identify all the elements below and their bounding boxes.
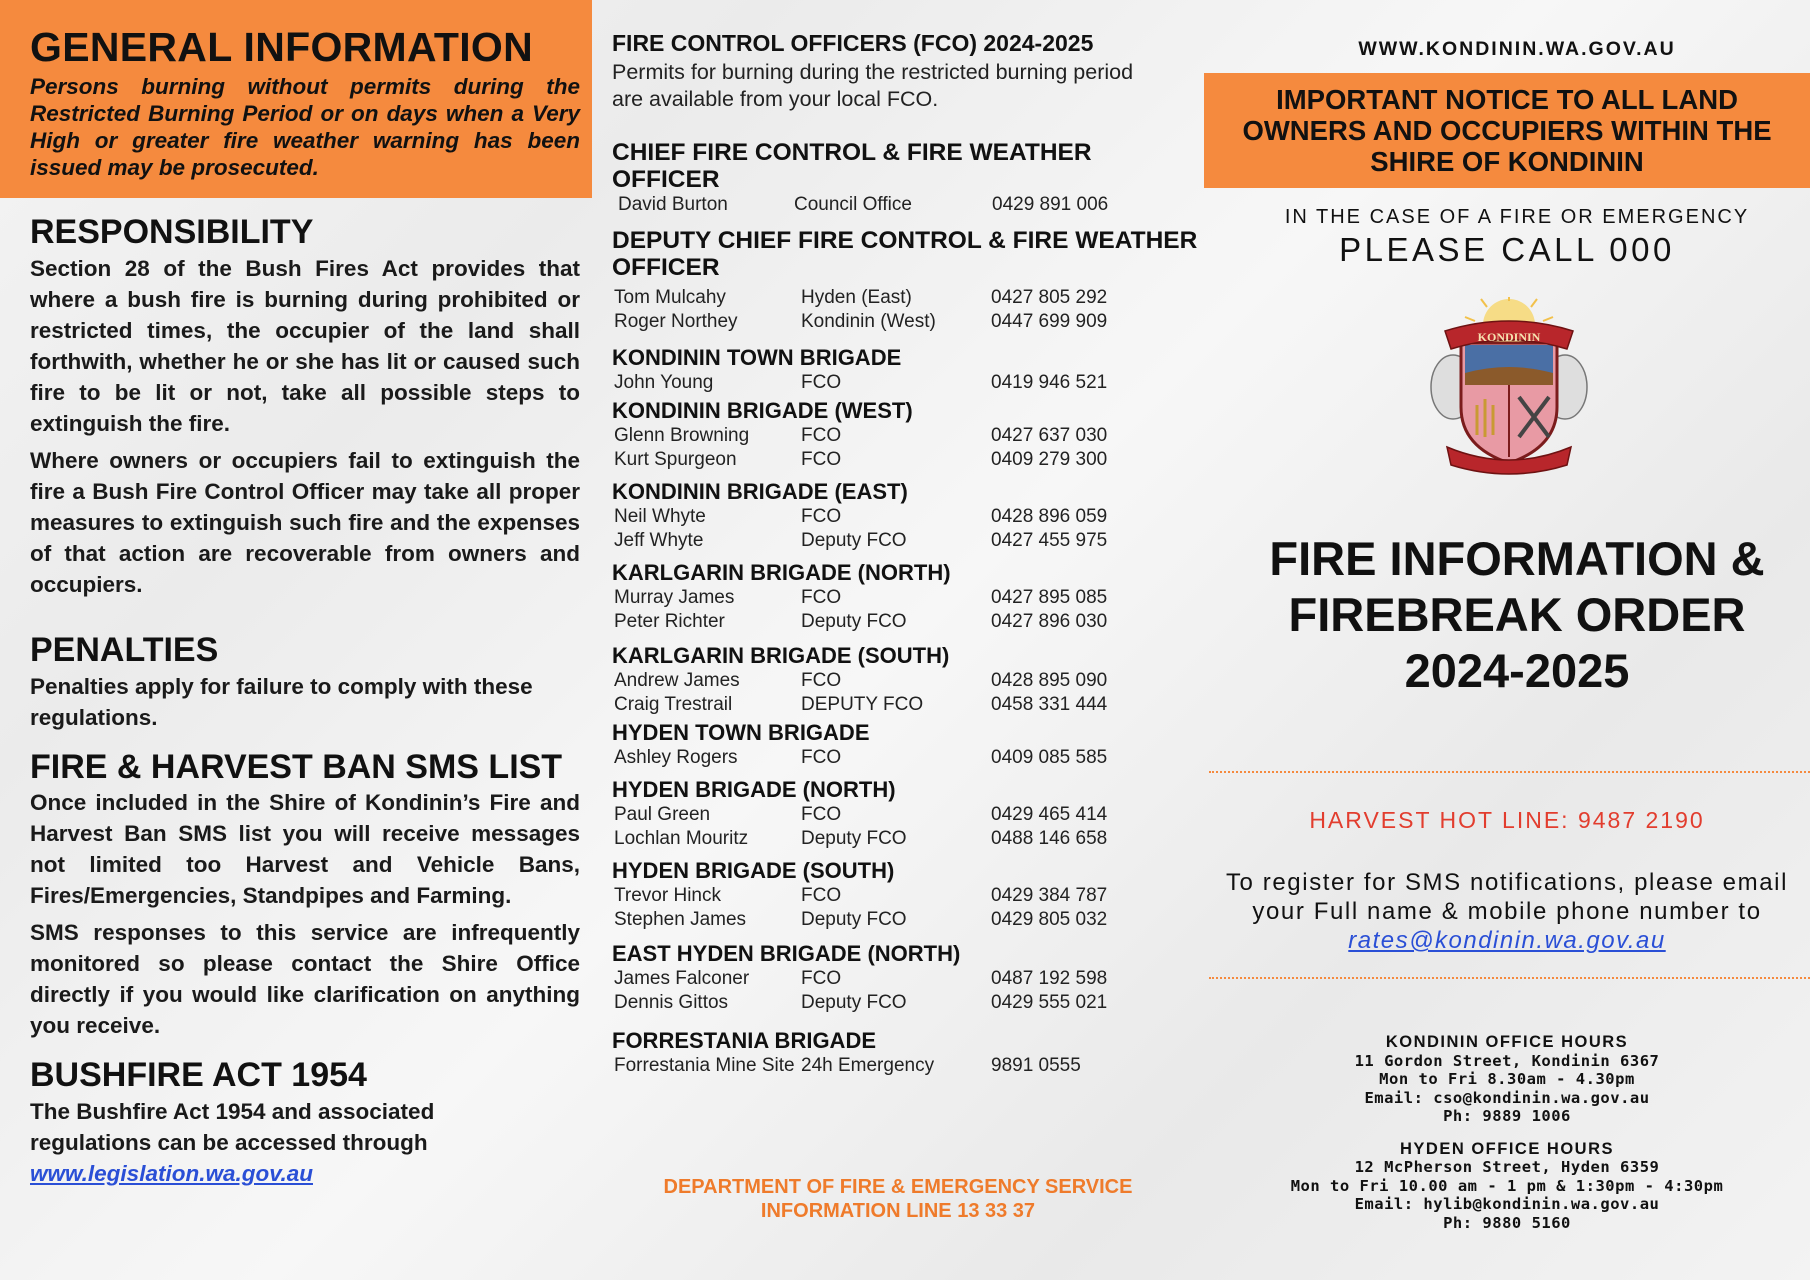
brigade-block bbox=[612, 776, 1204, 851]
brigade-block bbox=[612, 940, 1204, 1015]
contact-row bbox=[612, 803, 1204, 827]
contact-row bbox=[612, 884, 1204, 908]
responsibility-title: RESPONSIBILITY bbox=[30, 213, 314, 251]
contact-name: David Burton bbox=[618, 194, 728, 215]
cover-panel bbox=[1204, 0, 1810, 1280]
hyden-office-phone: Ph: 9880 5160 bbox=[1443, 1213, 1571, 1232]
general-info-warning: Persons burning without permits during the Restricted Burning Period or on days when a Very High or greater fire weather warning has been issued may be prosecuted. bbox=[30, 74, 580, 181]
contact-phone: 0447 699 909 bbox=[991, 311, 1108, 332]
sms-list-text-1: Once included in the Shire of Kondinin’s Fire and Harvest Ban SMS list you will receive messages not limited too Harvest and Vehicle Bans, Fires/Emergencies, Standpipes and Farming. bbox=[30, 790, 580, 909]
brigade-heading: KARLGARIN BRIGADE (NORTH) bbox=[612, 560, 951, 585]
hyden-office-hours-text: Mon to Fri 10.00 am - 1 pm & 1:30pm - 4:30pm bbox=[1290, 1176, 1724, 1195]
legislation-link[interactable]: www.legislation.wa.gov.au bbox=[30, 1161, 313, 1187]
responsibility-text-1: Section 28 of the Bush Fires Act provides that where a bush fire is burning during prohibited or restricted times, the occupier of the land shall forthwith, whether he or she has lit or caused such fire to be lit or not, take all possible steps to extinguish the fire. bbox=[30, 255, 580, 436]
contact-name: Lochlan Mouritz bbox=[614, 828, 749, 849]
contact-name: Roger Northey bbox=[614, 311, 738, 332]
contact-name: Andrew James bbox=[614, 670, 740, 691]
main-title bbox=[1204, 531, 1810, 699]
sms-list-title: FIRE & HARVEST BAN SMS LIST bbox=[30, 747, 563, 786]
contact-phone: 0427 805 292 bbox=[991, 287, 1108, 308]
brigade-heading: FORRESTANIA BRIGADE bbox=[612, 1028, 876, 1053]
contact-phone: 0429 891 006 bbox=[992, 194, 1109, 215]
penalties-section bbox=[0, 630, 592, 733]
contact-row bbox=[612, 1054, 1204, 1078]
contact-phone: 0429 465 414 bbox=[991, 804, 1108, 825]
brigade-block bbox=[612, 478, 1204, 553]
brigade-heading: EAST HYDEN BRIGADE (NORTH) bbox=[612, 941, 961, 966]
contact-name: Peter Richter bbox=[614, 611, 725, 632]
brigade-list bbox=[612, 344, 1204, 1078]
contact-row bbox=[612, 310, 1204, 334]
dfes-info bbox=[592, 1175, 1204, 1223]
contact-phone: 0409 279 300 bbox=[991, 449, 1108, 470]
call-000-text: PLEASE CALL 000 bbox=[1339, 231, 1675, 268]
chief-row bbox=[612, 193, 1204, 217]
brigade-block bbox=[612, 857, 1204, 932]
contact-name: Craig Trestrail bbox=[614, 694, 733, 715]
fco-panel bbox=[592, 0, 1204, 1280]
contact-phone: 0428 895 090 bbox=[991, 670, 1108, 691]
contact-name: Jeff Whyte bbox=[614, 530, 704, 551]
dfes-line-1: DEPARTMENT OF FIRE & EMERGENCY SERVICE bbox=[663, 1176, 1133, 1198]
contact-role: FCO bbox=[801, 747, 842, 768]
hyden-office-title: HYDEN OFFICE HOURS bbox=[1399, 1139, 1614, 1158]
contact-role: Kondinin (West) bbox=[801, 311, 936, 332]
deputy-chief-list bbox=[612, 286, 1204, 334]
brigade-heading: KONDININ TOWN BRIGADE bbox=[612, 345, 902, 370]
kondinin-office-phone: Ph: 9889 1006 bbox=[1443, 1107, 1571, 1125]
contact-role: Hyden (East) bbox=[801, 287, 912, 308]
contact-row bbox=[612, 610, 1204, 634]
contact-role: FCO bbox=[801, 885, 842, 906]
brigade-heading: HYDEN TOWN BRIGADE bbox=[612, 720, 870, 745]
brigade-heading: HYDEN BRIGADE (NORTH) bbox=[612, 777, 896, 802]
sms-list-text-2: SMS responses to this service are infrequently monitored so please contact the Shire Office directly if you would like clarification on anything you receive. bbox=[30, 920, 580, 1039]
contact-row bbox=[612, 286, 1204, 310]
divider-bottom bbox=[1209, 977, 1810, 979]
contact-phone: 0428 896 059 bbox=[991, 506, 1108, 527]
contact-phone: 0458 331 444 bbox=[991, 694, 1108, 715]
contact-role: FCO bbox=[801, 425, 842, 446]
contact-phone: 0419 946 521 bbox=[991, 372, 1108, 393]
contact-row bbox=[612, 908, 1204, 932]
rates-email-link[interactable]: rates@kondinin.wa.gov.au bbox=[1348, 927, 1666, 954]
kondinin-office-address: 11 Gordon Street, Kondinin 6367 bbox=[1354, 1051, 1660, 1070]
contact-role: FCO bbox=[801, 506, 842, 527]
contact-phone: 0427 455 975 bbox=[991, 530, 1108, 551]
contact-role: DEPUTY FCO bbox=[801, 694, 924, 715]
contact-role: FCO bbox=[801, 968, 842, 989]
contact-name: Stephen James bbox=[614, 909, 747, 930]
sms-register-info bbox=[1204, 868, 1810, 955]
main-title-line-1: FIRE INFORMATION & bbox=[1269, 532, 1765, 585]
contact-phone: 0429 384 787 bbox=[991, 885, 1108, 906]
contact-row bbox=[612, 529, 1204, 553]
kondinin-office-hours-text: Mon to Fri 8.30am - 4.30pm bbox=[1379, 1070, 1635, 1088]
bushfire-act-title: BUSHFIRE ACT 1954 bbox=[30, 1056, 367, 1095]
fco-title: FIRE CONTROL OFFICERS (FCO) 2024-2025 bbox=[612, 30, 1094, 56]
contact-phone: 9891 0555 bbox=[991, 1055, 1081, 1076]
hyden-office-hours bbox=[1204, 1140, 1810, 1233]
hyden-office-email: Email: hylib@kondinin.wa.gov.au bbox=[1354, 1195, 1660, 1213]
contact-name: Dennis Gittos bbox=[614, 992, 729, 1013]
contact-row bbox=[612, 586, 1204, 610]
bushfire-act-section bbox=[0, 1055, 592, 1189]
website-url[interactable]: WWW.KONDININ.WA.GOV.AU bbox=[1358, 38, 1676, 60]
contact-name: Trevor Hinck bbox=[614, 885, 721, 906]
contact-row bbox=[612, 827, 1204, 851]
contact-role: FCO bbox=[801, 670, 842, 691]
main-title-line-3: 2024-2025 bbox=[1404, 644, 1630, 697]
contact-phone: 0488 146 658 bbox=[991, 828, 1108, 849]
contact-name: Tom Mulcahy bbox=[614, 287, 726, 308]
brigade-heading: KARLGARIN BRIGADE (SOUTH) bbox=[612, 643, 950, 668]
contact-phone: 0427 896 030 bbox=[991, 611, 1108, 632]
contact-phone: 0409 085 585 bbox=[991, 747, 1108, 768]
crest-banner-text: KONDININ bbox=[1477, 330, 1541, 344]
contact-name: Glenn Browning bbox=[614, 425, 750, 446]
fco-description: Permits for burning during the restricted burning period are available from your local FCO. bbox=[612, 60, 1134, 111]
brigade-block bbox=[612, 719, 1204, 770]
contact-row bbox=[612, 448, 1204, 472]
sms-register-text: To register for SMS notifications, please email your Full name & mobile phone number to bbox=[1225, 869, 1789, 925]
brigade-block bbox=[612, 642, 1204, 717]
contact-role: 24h Emergency bbox=[801, 1055, 935, 1076]
brigade-block bbox=[612, 559, 1204, 634]
contact-row bbox=[612, 991, 1204, 1015]
kondinin-office-hours bbox=[1204, 1033, 1810, 1126]
shire-crest-logo bbox=[1417, 297, 1597, 477]
contact-phone: 0429 555 021 bbox=[991, 992, 1108, 1013]
contact-name: Ashley Rogers bbox=[614, 747, 738, 768]
contact-name: Paul Green bbox=[614, 804, 711, 825]
left-panel bbox=[0, 0, 592, 1280]
important-notice: IMPORTANT NOTICE TO ALL LAND OWNERS AND OCCUPIERS WITHIN THE SHIRE OF KONDININ bbox=[1204, 73, 1810, 188]
contact-name: John Young bbox=[614, 372, 714, 393]
sms-list-section bbox=[0, 747, 592, 1042]
deputy-chief-heading: DEPUTY CHIEF FIRE CONTROL & FIRE WEATHER OFFICER bbox=[612, 227, 1198, 281]
dfes-line-2: INFORMATION LINE 13 33 37 bbox=[760, 1200, 1036, 1222]
contact-row bbox=[612, 693, 1204, 717]
contact-role: FCO bbox=[801, 587, 842, 608]
contact-name: James Falconer bbox=[614, 968, 750, 989]
contact-phone: 0487 192 598 bbox=[991, 968, 1108, 989]
brigade-heading: KONDININ BRIGADE (EAST) bbox=[612, 479, 908, 504]
bushfire-act-text: The Bushfire Act 1954 and associated regulations can be accessed through bbox=[30, 1099, 435, 1156]
contact-role: Deputy FCO bbox=[801, 530, 907, 551]
contact-role: Deputy FCO bbox=[801, 611, 907, 632]
kondinin-office-email: Email: cso@kondinin.wa.gov.au bbox=[1364, 1088, 1650, 1107]
divider-top bbox=[1209, 771, 1810, 773]
hyden-office-address: 12 McPherson Street, Hyden 6359 bbox=[1354, 1158, 1660, 1176]
general-info-box bbox=[0, 0, 592, 198]
contact-row bbox=[612, 746, 1204, 770]
contact-role: Council Office bbox=[794, 194, 912, 215]
contact-phone: 0427 895 085 bbox=[991, 587, 1108, 608]
contact-role: Deputy FCO bbox=[801, 828, 907, 849]
brigade-block bbox=[612, 1027, 1204, 1078]
contact-name: Murray James bbox=[614, 587, 735, 608]
penalties-title: PENALTIES bbox=[30, 630, 219, 669]
contact-row bbox=[612, 967, 1204, 991]
responsibility-text-2: Where owners or occupiers fail to extinguish the fire a Bush Fire Control Officer may take all proper measures to extinguish such fire and the expenses of that action are recoverable from owners and occupiers. bbox=[30, 447, 580, 597]
emergency-case-text: IN THE CASE OF A FIRE OR EMERGENCY bbox=[1284, 206, 1750, 228]
brigade-block bbox=[612, 344, 1204, 395]
contact-row bbox=[612, 669, 1204, 693]
brigade-heading: KONDININ BRIGADE (WEST) bbox=[612, 398, 913, 423]
contact-name: Kurt Spurgeon bbox=[614, 449, 737, 470]
contact-name: Forrestania Mine Site bbox=[614, 1055, 795, 1076]
responsibility-section bbox=[0, 212, 592, 600]
contact-role: FCO bbox=[801, 804, 842, 825]
kondinin-office-title: KONDININ OFFICE HOURS bbox=[1385, 1033, 1629, 1051]
general-info-title: GENERAL INFORMATION bbox=[30, 24, 534, 70]
brigade-block bbox=[612, 397, 1204, 472]
contact-phone: 0429 805 032 bbox=[991, 909, 1108, 930]
contact-row bbox=[612, 371, 1204, 395]
contact-name: Neil Whyte bbox=[614, 506, 706, 527]
harvest-hotline: HARVEST HOT LINE: 9487 2190 bbox=[1309, 807, 1705, 833]
contact-row bbox=[612, 424, 1204, 448]
penalties-text: Penalties apply for failure to comply with these regulations. bbox=[30, 673, 533, 730]
contact-role: Deputy FCO bbox=[801, 909, 907, 930]
contact-phone: 0427 637 030 bbox=[991, 425, 1108, 446]
brigade-heading: HYDEN BRIGADE (SOUTH) bbox=[612, 858, 895, 883]
chief-heading: CHIEF FIRE CONTROL & FIRE WEATHER OFFICER bbox=[612, 139, 1092, 193]
main-title-line-2: FIREBREAK ORDER bbox=[1288, 588, 1746, 641]
contact-row bbox=[612, 505, 1204, 529]
contact-role: FCO bbox=[801, 449, 842, 470]
contact-role: FCO bbox=[801, 372, 842, 393]
contact-role: Deputy FCO bbox=[801, 992, 907, 1013]
